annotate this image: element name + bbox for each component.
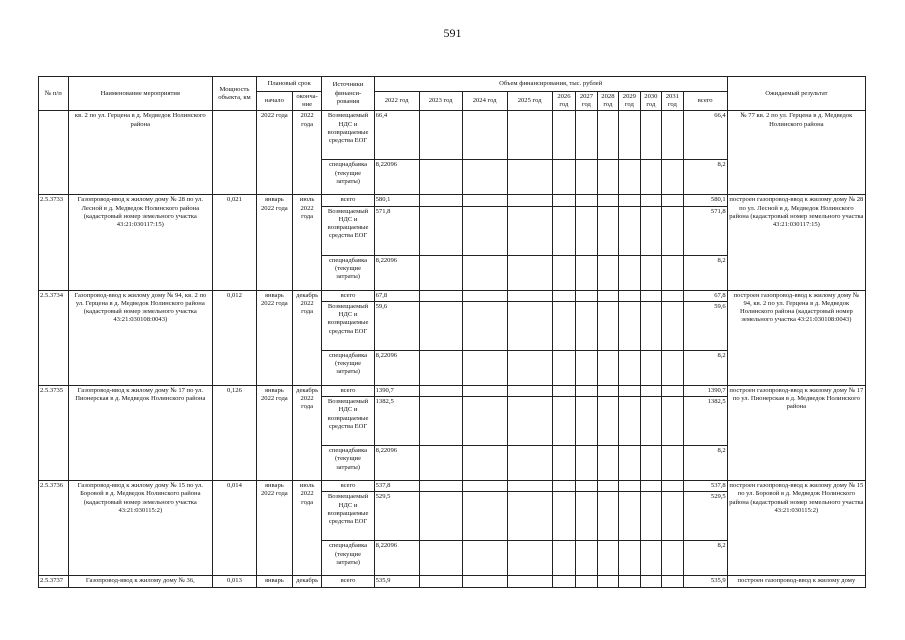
- row-source: Возмещаемый НДС и возвращаемые средства ЕОГ: [322, 397, 374, 446]
- header-planned-term: Плановый срок: [256, 77, 321, 92]
- row-name: Газопровод-ввод к жилому дому № 28 по ул. Лесной в д. Медведок Нолинского района (кадастровый номер земельного участка 43:21:030117:15): [68, 195, 212, 290]
- table-cell: [619, 576, 640, 587]
- header-year: 2028 год: [597, 92, 618, 111]
- table-cell: [507, 160, 552, 195]
- table-cell: [552, 290, 576, 301]
- table-cell: [597, 111, 618, 160]
- row-capacity: 0,021: [212, 195, 256, 290]
- table-cell: [576, 481, 597, 492]
- row-capacity: 0,014: [212, 481, 256, 576]
- row-num: 2.5.3733: [39, 195, 69, 290]
- row-num: 2.5.3737: [39, 576, 69, 587]
- row-value-2022: 535,9: [374, 576, 419, 587]
- table-cell: [640, 446, 661, 481]
- table-cell: [640, 290, 661, 301]
- table-cell: [597, 350, 618, 385]
- table-cell: [597, 385, 618, 396]
- row-source: Возмещаемый НДС и возвращаемые средства ЕОГ: [322, 206, 374, 255]
- row-value-2022: 529,5: [374, 492, 419, 541]
- table-cell: [462, 111, 507, 160]
- table-cell: [597, 397, 618, 446]
- table-cell: [552, 481, 576, 492]
- table-cell: [462, 255, 507, 290]
- table-cell: [462, 492, 507, 541]
- funding-table: [38, 76, 866, 588]
- table-cell: [662, 350, 683, 385]
- row-num: 2.5.3734: [39, 290, 69, 385]
- header-year: 2029 год: [619, 92, 640, 111]
- row-start: январь 2022 года: [256, 195, 292, 290]
- row-total: 529,5: [683, 492, 727, 541]
- table-cell: [619, 481, 640, 492]
- table-cell: [462, 301, 507, 350]
- table-cell: [662, 290, 683, 301]
- table-cell: [662, 541, 683, 576]
- row-total: 537,8: [683, 481, 727, 492]
- table-cell: [619, 255, 640, 290]
- table-cell: [507, 481, 552, 492]
- table-cell: [507, 492, 552, 541]
- table-cell: [597, 195, 618, 206]
- header-year: 2024 год: [462, 92, 507, 111]
- table-cell: [507, 541, 552, 576]
- table-row: [39, 111, 866, 160]
- table-cell: [419, 350, 462, 385]
- table-cell: [552, 111, 576, 160]
- row-result: построен газопровод-ввод к жилому дому № 15 по ул. Боровой в д. Медведок Нолинского района (кадастровый номер земельного участка 43:21:030115:2): [727, 481, 865, 576]
- table-cell: [662, 255, 683, 290]
- table-cell: [640, 160, 661, 195]
- row-start: январь 2022 года: [256, 385, 292, 480]
- table-cell: [662, 301, 683, 350]
- table-cell: [419, 195, 462, 206]
- table-cell: [619, 541, 640, 576]
- row-source: всего: [322, 290, 374, 301]
- row-start: январь 2022 года: [256, 290, 292, 385]
- table-cell: [552, 446, 576, 481]
- header-year: 2025 год: [507, 92, 552, 111]
- table-cell: [662, 160, 683, 195]
- row-source: всего: [322, 385, 374, 396]
- table-cell: [597, 290, 618, 301]
- table-cell: [507, 301, 552, 350]
- table-cell: [462, 397, 507, 446]
- header-year: 2026 год: [552, 92, 576, 111]
- table-cell: [619, 160, 640, 195]
- page-number: 591: [443, 26, 462, 40]
- table-cell: [576, 385, 597, 396]
- row-end: декабрь 2022 года: [292, 385, 322, 480]
- table-cell: [552, 350, 576, 385]
- table-cell: [619, 111, 640, 160]
- row-start: январь 2022 года: [256, 481, 292, 576]
- table-cell: [552, 576, 576, 587]
- table-cell: [640, 481, 661, 492]
- table-cell: [419, 385, 462, 396]
- table-cell: [640, 301, 661, 350]
- row-total: 8,2: [683, 541, 727, 576]
- table-cell: [419, 301, 462, 350]
- table-cell: [662, 446, 683, 481]
- row-total: 580,1: [683, 195, 727, 206]
- row-source: спецнадбавка (текущие затраты): [322, 160, 374, 195]
- row-value-2022: 8,22096: [374, 541, 419, 576]
- row-num: [39, 111, 69, 195]
- table-cell: [662, 195, 683, 206]
- row-source: спецнадбавка (текущие затраты): [322, 446, 374, 481]
- table-cell: [662, 481, 683, 492]
- row-total: 8,2: [683, 255, 727, 290]
- table-cell: [576, 160, 597, 195]
- table-cell: [640, 206, 661, 255]
- row-end: июль 2022 года: [292, 195, 322, 290]
- row-source: Возмещаемый НДС и возвращаемые средства ЕОГ: [322, 492, 374, 541]
- table-cell: [576, 301, 597, 350]
- table-cell: [576, 446, 597, 481]
- table-cell: [419, 541, 462, 576]
- table-cell: [552, 206, 576, 255]
- table-row: [39, 481, 866, 492]
- table-cell: [576, 111, 597, 160]
- row-name: кв. 2 по ул. Герцена в д. Медведок Нолинского района: [68, 111, 212, 195]
- table-cell: [576, 397, 597, 446]
- table-cell: [507, 195, 552, 206]
- header-total: всего: [683, 92, 727, 111]
- table-cell: [552, 397, 576, 446]
- table-cell: [419, 446, 462, 481]
- table-cell: [507, 290, 552, 301]
- table-cell: [662, 206, 683, 255]
- table-cell: [662, 576, 683, 587]
- row-value-2022: 537,8: [374, 481, 419, 492]
- table-cell: [597, 576, 618, 587]
- table-cell: [462, 290, 507, 301]
- table-cell: [576, 350, 597, 385]
- header-year: 2023 год: [419, 92, 462, 111]
- table-cell: [462, 206, 507, 255]
- table-cell: [640, 255, 661, 290]
- header-year: 2027 год: [576, 92, 597, 111]
- row-name: Газопровод-ввод к жилому дому № 36,: [68, 576, 212, 587]
- row-result: построен газопровод-ввод к жилому дому № 28 по ул. Лесной в д. Медведок Нолинского района (кадастровый номер земельного участка 43:21:030117:15): [727, 195, 865, 290]
- table-cell: [619, 492, 640, 541]
- row-source: Возмещаемый НДС и возвращаемые средства ЕОГ: [322, 111, 374, 160]
- table-cell: [576, 290, 597, 301]
- row-capacity: 0,126: [212, 385, 256, 480]
- row-end: декабрь: [292, 576, 322, 587]
- row-value-2022: 67,8: [374, 290, 419, 301]
- table-row: [39, 195, 866, 206]
- row-end: декабрь 2022 года: [292, 290, 322, 385]
- table-cell: [619, 350, 640, 385]
- table-cell: [640, 195, 661, 206]
- row-total: 1390,7: [683, 385, 727, 396]
- table-cell: [576, 576, 597, 587]
- table-cell: [597, 255, 618, 290]
- table-cell: [619, 206, 640, 255]
- row-value-2022: 8,22096: [374, 350, 419, 385]
- row-total: 571,8: [683, 206, 727, 255]
- row-num: 2.5.3736: [39, 481, 69, 576]
- table-cell: [662, 397, 683, 446]
- table-cell: [419, 481, 462, 492]
- table-cell: [576, 492, 597, 541]
- row-value-2022: 1382,5: [374, 397, 419, 446]
- row-value-2022: 580,1: [374, 195, 419, 206]
- table-cell: [419, 111, 462, 160]
- row-source: спецнадбавка (текущие затраты): [322, 255, 374, 290]
- row-value-2022: 59,6: [374, 301, 419, 350]
- table-cell: [597, 206, 618, 255]
- table-cell: [576, 541, 597, 576]
- table-cell: [462, 160, 507, 195]
- table-body: [39, 111, 866, 587]
- header-end: оконча- ние: [292, 92, 322, 111]
- table-cell: [419, 576, 462, 587]
- table-cell: [462, 576, 507, 587]
- table-cell: [419, 492, 462, 541]
- table-cell: [507, 111, 552, 160]
- header-year: 2031 год: [662, 92, 683, 111]
- row-source: Возмещаемый НДС и возвращаемые средства ЕОГ: [322, 301, 374, 350]
- row-end: 2022 года: [292, 111, 322, 195]
- row-result: № 77 кв. 2 по ул. Герцена в д. Медведок Нолинского района: [727, 111, 865, 195]
- table-cell: [640, 385, 661, 396]
- row-value-2022: 66,4: [374, 111, 419, 160]
- table-cell: [462, 350, 507, 385]
- row-total: 8,2: [683, 350, 727, 385]
- table-row: [39, 385, 866, 396]
- table-cell: [507, 576, 552, 587]
- row-total: 8,2: [683, 446, 727, 481]
- header-num: № п/п: [39, 77, 69, 111]
- row-source: спецнадбавка (текущие затраты): [322, 350, 374, 385]
- row-source: всего: [322, 481, 374, 492]
- row-capacity: 0,012: [212, 290, 256, 385]
- row-source: всего: [322, 195, 374, 206]
- table-cell: [552, 160, 576, 195]
- table-cell: [619, 446, 640, 481]
- table-cell: [576, 255, 597, 290]
- table-cell: [662, 492, 683, 541]
- row-name: Газопровод-ввод к жилому дому № 94, кв. 2 по ул. Герцена в д. Медведок Нолинского района (кадастровый номер земельного участка 43:21:030108:0043): [68, 290, 212, 385]
- table-cell: [462, 481, 507, 492]
- row-total: 1382,5: [683, 397, 727, 446]
- header-funding: Объем финансирования, тыс. рублей: [374, 77, 727, 92]
- table-cell: [552, 195, 576, 206]
- table-cell: [597, 301, 618, 350]
- row-end: июль 2022 года: [292, 481, 322, 576]
- row-num: 2.5.3735: [39, 385, 69, 480]
- row-value-2022: 8,22096: [374, 446, 419, 481]
- table-cell: [552, 301, 576, 350]
- header-year: 2030 год: [640, 92, 661, 111]
- table-cell: [597, 481, 618, 492]
- table-cell: [419, 255, 462, 290]
- row-total: 8,2: [683, 160, 727, 195]
- header-year: 2022 год: [374, 92, 419, 111]
- row-value-2022: 8,22096: [374, 255, 419, 290]
- table-cell: [662, 385, 683, 396]
- table-cell: [462, 195, 507, 206]
- table-cell: [462, 541, 507, 576]
- table-cell: [640, 111, 661, 160]
- table-cell: [619, 385, 640, 396]
- row-value-2022: 571,8: [374, 206, 419, 255]
- table-cell: [419, 206, 462, 255]
- table-cell: [552, 255, 576, 290]
- row-capacity: [212, 111, 256, 195]
- table-cell: [640, 397, 661, 446]
- row-total: 59,6: [683, 301, 727, 350]
- row-start: 2022 года: [256, 111, 292, 195]
- table-cell: [507, 397, 552, 446]
- header-start: начало: [256, 92, 292, 111]
- table-cell: [507, 385, 552, 396]
- row-start: январь: [256, 576, 292, 587]
- row-result: построен газопровод-ввод к жилому дому № 17 по ул. Пионерская в д. Медведок Нолинского района: [727, 385, 865, 480]
- row-name: Газопровод-ввод к жилому дому № 17 по ул. Пионерская в д. Медведок Нолинского района: [68, 385, 212, 480]
- row-result: построен газопровод-ввод к жилому дому: [727, 576, 865, 587]
- table-cell: [619, 290, 640, 301]
- row-total: 67,8: [683, 290, 727, 301]
- table-cell: [507, 206, 552, 255]
- table-cell: [507, 446, 552, 481]
- table-cell: [462, 385, 507, 396]
- table-row: [39, 290, 866, 301]
- table-cell: [552, 385, 576, 396]
- header-sources: Источники финанси- рования: [322, 77, 374, 111]
- table-cell: [597, 446, 618, 481]
- table-cell: [619, 301, 640, 350]
- header-capacity: Мощность объекта, км: [212, 77, 256, 111]
- table-row: [39, 576, 866, 587]
- row-total: 535,9: [683, 576, 727, 587]
- table-cell: [597, 492, 618, 541]
- row-source: спецнадбавка (текущие затраты): [322, 541, 374, 576]
- table-cell: [552, 541, 576, 576]
- row-value-2022: 8,22096: [374, 160, 419, 195]
- table-cell: [419, 397, 462, 446]
- table-cell: [507, 255, 552, 290]
- table-cell: [419, 290, 462, 301]
- table-cell: [552, 492, 576, 541]
- table-cell: [640, 541, 661, 576]
- row-value-2022: 1390,7: [374, 385, 419, 396]
- table-cell: [462, 446, 507, 481]
- row-capacity: 0,013: [212, 576, 256, 587]
- table-cell: [597, 541, 618, 576]
- table-cell: [619, 195, 640, 206]
- row-name: Газопровод-ввод к жилому дому № 15 по ул. Боровой в д. Медведок Нолинского района (кадастровый номер земельного участка 43:21:030115:2): [68, 481, 212, 576]
- table-cell: [640, 350, 661, 385]
- table-cell: [576, 195, 597, 206]
- header-result: Ожидаемый результат: [727, 77, 865, 111]
- table-cell: [576, 206, 597, 255]
- table-cell: [662, 111, 683, 160]
- table-cell: [640, 576, 661, 587]
- table-cell: [597, 160, 618, 195]
- row-source: всего: [322, 576, 374, 587]
- table-cell: [640, 492, 661, 541]
- header-name: Наименование мероприятия: [68, 77, 212, 111]
- row-total: 66,4: [683, 111, 727, 160]
- table-cell: [419, 160, 462, 195]
- table-cell: [507, 350, 552, 385]
- row-result: построен газопровод-ввод к жилому дому № 94, кв. 2 по ул. Герцена в д. Медведок Нолинского района (кадастровый номер земельного участка 43:21:030108:0043): [727, 290, 865, 385]
- table-cell: [619, 397, 640, 446]
